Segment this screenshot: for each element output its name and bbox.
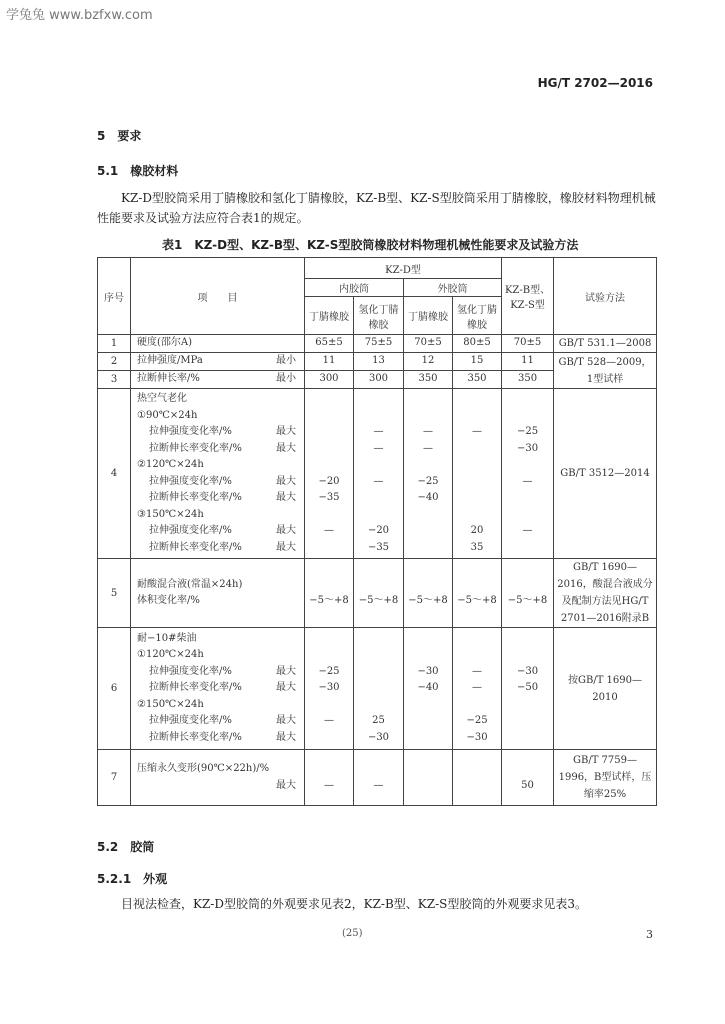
section-title: 要求 <box>117 129 142 143</box>
row-item <box>131 750 305 806</box>
section-number: 5 <box>97 129 106 143</box>
item-unit: 最小 <box>276 373 296 385</box>
row-item <box>131 628 305 750</box>
value-cell <box>502 389 554 559</box>
item-unit: 最大 <box>276 541 296 553</box>
section-number: 5.2 <box>97 840 119 854</box>
section-5-2-1-text: 目视法检查，KZ-D型胶筒的外观要求见表2，KZ-B型、KZ-S型胶筒的外观要求见表3。 <box>121 897 588 911</box>
item-label: 体积变化率/% <box>137 595 200 606</box>
value: — <box>373 426 384 437</box>
value <box>504 730 551 747</box>
value-cell <box>502 750 554 806</box>
item-label: ②120℃×24h <box>137 459 204 470</box>
header-nbr: 丁腈橡胶 <box>404 297 453 335</box>
value <box>307 457 351 474</box>
value <box>406 540 450 557</box>
value <box>504 408 551 425</box>
table-row <box>98 389 657 559</box>
value: −40 <box>417 492 439 503</box>
value <box>455 507 499 524</box>
value: 11 <box>521 355 534 367</box>
value <box>504 761 551 778</box>
value <box>356 457 401 474</box>
value: 300 <box>368 373 389 385</box>
value: — <box>373 475 384 487</box>
value <box>504 457 551 474</box>
table-row <box>98 559 657 628</box>
row-number: 6 <box>98 628 131 750</box>
value <box>504 391 551 408</box>
method-cell: GB/T 3512—2014 <box>554 389 657 559</box>
row-number: 3 <box>98 371 131 389</box>
value: — <box>472 665 482 677</box>
section-5-2-1-heading <box>97 870 167 887</box>
value: −25 <box>417 475 439 487</box>
value-cell <box>354 353 404 371</box>
item-unit: 最大 <box>276 426 296 437</box>
section-5-1-heading <box>97 162 178 179</box>
header-kzbs: KZ-B型、KZ-S型 <box>502 258 554 335</box>
value-cell <box>453 628 502 750</box>
value: −25 <box>318 665 340 677</box>
item-label: 拉断伸长率变化率/% <box>149 682 242 694</box>
table-row <box>98 628 657 750</box>
section-number: 5.2.1 <box>97 872 132 886</box>
value-cell <box>305 371 354 389</box>
value: −20 <box>367 525 390 536</box>
item-label: 拉伸强度变化率/% <box>149 475 232 487</box>
value: — <box>472 682 482 694</box>
row-item <box>131 389 305 559</box>
item-label: ③150℃×24h <box>137 508 204 520</box>
row-number: 5 <box>98 559 131 628</box>
value-cell <box>404 389 453 559</box>
value <box>406 730 450 747</box>
value <box>406 391 450 408</box>
item-unit: 最大 <box>276 442 296 454</box>
value-cell <box>404 628 453 750</box>
value: — <box>522 525 533 536</box>
value <box>406 408 450 425</box>
item-unit: 最大 <box>276 525 296 536</box>
value: — <box>522 475 533 487</box>
value <box>504 540 551 557</box>
value <box>455 474 499 491</box>
section-5-heading <box>97 127 141 144</box>
value <box>356 697 401 714</box>
value <box>406 697 450 714</box>
row-number: 1 <box>98 335 131 353</box>
value: — <box>472 426 482 437</box>
value <box>455 408 499 425</box>
item-label: ①120℃×24h <box>137 649 204 661</box>
item-label: 拉伸强度变化率/% <box>149 426 232 437</box>
value <box>504 577 551 594</box>
value-cell <box>404 559 453 628</box>
value-cell <box>453 353 502 371</box>
value-cell <box>354 628 404 750</box>
value: −50 <box>516 682 539 694</box>
item-label: ①90℃×24h <box>137 409 198 421</box>
value-cell <box>305 750 354 806</box>
value <box>307 391 351 408</box>
value: 15 <box>470 355 484 367</box>
item-unit: 最小 <box>276 355 296 367</box>
value-cell <box>305 628 354 750</box>
value <box>307 647 351 664</box>
item-label: 拉伸强度变化率/% <box>149 665 232 677</box>
footer-number: (25) <box>342 928 363 939</box>
value <box>307 730 351 747</box>
row-number: 4 <box>98 389 131 559</box>
value <box>406 713 450 730</box>
value: 65±5 <box>315 337 343 349</box>
value-cell <box>453 750 502 806</box>
value: 35 <box>470 541 484 553</box>
value: 70±5 <box>513 337 542 349</box>
section-title: 外观 <box>143 872 168 886</box>
page-number: 3 <box>646 928 653 941</box>
header-method: 试验方法 <box>554 258 657 335</box>
item-unit: 最大 <box>276 779 296 791</box>
value <box>356 647 401 664</box>
method-cell: GB/T 531.1—2008 <box>554 335 657 353</box>
watermark: 学兔兔 www.bzfxw.com <box>6 8 153 23</box>
value-cell <box>453 559 502 628</box>
value <box>455 577 499 594</box>
header-hnbr: 氢化丁腈橡胶 <box>453 297 502 335</box>
value <box>307 540 351 557</box>
item-label: 压缩永久变形(90℃×22h)/% <box>137 763 270 774</box>
method-cell: GB/T 7759—1996，B型试样，压缩率25% <box>554 750 657 806</box>
value <box>504 713 551 730</box>
item-label: 拉伸强度/MPa <box>137 355 203 367</box>
value <box>307 577 351 594</box>
value: −20 <box>318 475 340 487</box>
value: −30 <box>466 731 488 743</box>
value <box>356 408 401 425</box>
value: — <box>373 442 384 454</box>
value <box>356 490 401 507</box>
value <box>504 490 551 507</box>
value-cell <box>354 389 404 559</box>
value-cell <box>502 335 554 353</box>
item-label: 耐−10#柴油 <box>137 632 197 644</box>
value-cell <box>502 371 554 389</box>
value: −5～+8 <box>408 595 448 606</box>
value-cell <box>354 371 404 389</box>
value: 75±5 <box>364 337 393 349</box>
value-cell <box>305 389 354 559</box>
value <box>406 577 450 594</box>
value-cell <box>453 335 502 353</box>
header-hnbr: 氢化丁腈橡胶 <box>354 297 404 335</box>
value: −5～+8 <box>507 595 548 606</box>
item-unit: 最大 <box>276 682 296 694</box>
value <box>455 697 499 714</box>
value-cell <box>305 559 354 628</box>
value: — <box>423 426 433 437</box>
value-cell <box>354 559 404 628</box>
table-row <box>98 353 657 371</box>
value: −35 <box>318 492 340 503</box>
item-label: ②150℃×24h <box>137 698 204 710</box>
section-title: 橡胶材料 <box>130 164 179 178</box>
value: −30 <box>417 665 439 677</box>
value-cell <box>354 750 404 806</box>
table-row <box>98 335 657 353</box>
value-cell <box>453 389 502 559</box>
value: — <box>373 779 384 791</box>
section-5-1-text: KZ-D型胶筒采用丁腈橡胶和氢化丁腈橡胶，KZ-B型、KZ-S型胶筒采用丁腈橡胶，橡胶材料物理机械性能要求及试验方法应符合表1的规定。 <box>97 191 656 225</box>
row-item <box>131 335 305 353</box>
item-unit: 最大 <box>276 665 296 677</box>
value <box>307 631 351 648</box>
method-cell: GB/T 528—2009，1型试样 <box>554 353 657 389</box>
value-cell <box>502 559 554 628</box>
header-item: 项 目 <box>131 258 305 335</box>
value: −35 <box>367 541 390 553</box>
header-kzd: KZ-D型 <box>305 258 502 279</box>
value <box>356 664 401 681</box>
row-number: 7 <box>98 750 131 806</box>
value: 350 <box>517 373 538 385</box>
value: −30 <box>516 442 539 454</box>
item-label: 热空气老化 <box>137 393 187 404</box>
value <box>356 761 401 778</box>
item-unit: 最大 <box>276 715 296 727</box>
value: — <box>324 779 334 791</box>
value-cell <box>502 628 554 750</box>
value: 350 <box>467 373 487 385</box>
value: −5～+8 <box>309 595 349 606</box>
value <box>455 778 499 795</box>
value <box>455 647 499 664</box>
section-title: 胶筒 <box>130 840 155 854</box>
item-label: 拉断伸长率/% <box>137 373 200 385</box>
value <box>356 391 401 408</box>
value: −40 <box>417 682 439 694</box>
header-no: 序号 <box>98 258 131 335</box>
value <box>406 647 450 664</box>
value <box>455 391 499 408</box>
value <box>356 577 401 594</box>
value-cell <box>502 353 554 371</box>
value-cell <box>404 371 453 389</box>
item-label: 拉断伸长率变化率/% <box>149 442 242 454</box>
value <box>307 697 351 714</box>
value: −30 <box>318 682 340 694</box>
item-unit: 最大 <box>276 731 296 743</box>
value: −30 <box>516 665 539 677</box>
value <box>406 507 450 524</box>
value-cell <box>453 371 502 389</box>
item-unit: 最大 <box>276 475 296 487</box>
value-cell <box>305 335 354 353</box>
value: 20 <box>470 525 484 536</box>
value <box>307 408 351 425</box>
value: 12 <box>421 355 435 367</box>
value: — <box>423 442 433 454</box>
section-number: 5.1 <box>97 164 119 178</box>
header-inner: 内胶筒 <box>305 279 404 297</box>
table-1 <box>97 257 657 806</box>
value-cell <box>404 353 453 371</box>
value: 13 <box>372 355 385 367</box>
value <box>356 507 401 524</box>
row-item <box>131 559 305 628</box>
item-label: 耐酸混合液(常温×24h) <box>137 578 243 590</box>
standard-number: HG/T 2702—2016 <box>537 76 653 90</box>
value <box>307 507 351 524</box>
value-cell <box>305 353 354 371</box>
value <box>504 697 551 714</box>
method-cell: GB/T 1690—2016，酸混合液成分及配制方法见HG/T 2701—2016附录B <box>554 559 657 628</box>
item-unit: 最大 <box>276 492 296 503</box>
value: 11 <box>322 355 336 367</box>
value <box>455 457 499 474</box>
section-5-2-heading <box>97 838 154 855</box>
value <box>406 761 450 778</box>
value: −5～+8 <box>358 595 399 606</box>
value: 70±5 <box>414 337 442 349</box>
value-cell <box>404 750 453 806</box>
row-number: 2 <box>98 353 131 371</box>
table-1-caption: 表1 KZ-D型、KZ-B型、KZ-S型胶筒橡胶材料物理机械性能要求及试验方法 <box>162 238 579 252</box>
row-item <box>131 371 305 389</box>
header-outer: 外胶筒 <box>404 279 502 297</box>
value <box>307 424 351 441</box>
value: — <box>324 715 334 727</box>
value <box>455 761 499 778</box>
table-row <box>98 750 657 806</box>
value-cell <box>404 335 453 353</box>
value: −5～+8 <box>457 595 497 606</box>
item-label: 拉伸强度变化率/% <box>149 715 232 727</box>
value <box>406 631 450 648</box>
value: 350 <box>418 373 438 385</box>
value <box>455 631 499 648</box>
value: −30 <box>367 731 390 743</box>
value <box>504 647 551 664</box>
value <box>406 523 450 540</box>
value: 50 <box>521 779 534 791</box>
item-label: 拉断伸长率变化率/% <box>149 731 242 743</box>
value <box>504 631 551 648</box>
value <box>455 490 499 507</box>
value <box>455 441 499 458</box>
value: — <box>324 525 334 536</box>
value <box>356 680 401 697</box>
item-label: 拉伸强度变化率/% <box>149 525 232 536</box>
value <box>307 441 351 458</box>
item-label: 硬度(邵尔A) <box>137 337 193 349</box>
value: −25 <box>466 715 488 727</box>
value <box>406 778 450 795</box>
value <box>504 507 551 524</box>
value <box>356 631 401 648</box>
value <box>406 457 450 474</box>
value: 300 <box>319 373 339 385</box>
method-cell: 按GB/T 1690—2010 <box>554 628 657 750</box>
header-nbr: 丁腈橡胶 <box>305 297 354 335</box>
item-label: 拉断伸长率变化率/% <box>149 492 242 503</box>
row-item <box>131 353 305 371</box>
item-label: 拉断伸长率变化率/% <box>149 541 242 553</box>
value-cell <box>354 335 404 353</box>
value: 80±5 <box>463 337 491 349</box>
value: 25 <box>372 715 385 727</box>
value <box>307 761 351 778</box>
value: −25 <box>516 426 539 437</box>
